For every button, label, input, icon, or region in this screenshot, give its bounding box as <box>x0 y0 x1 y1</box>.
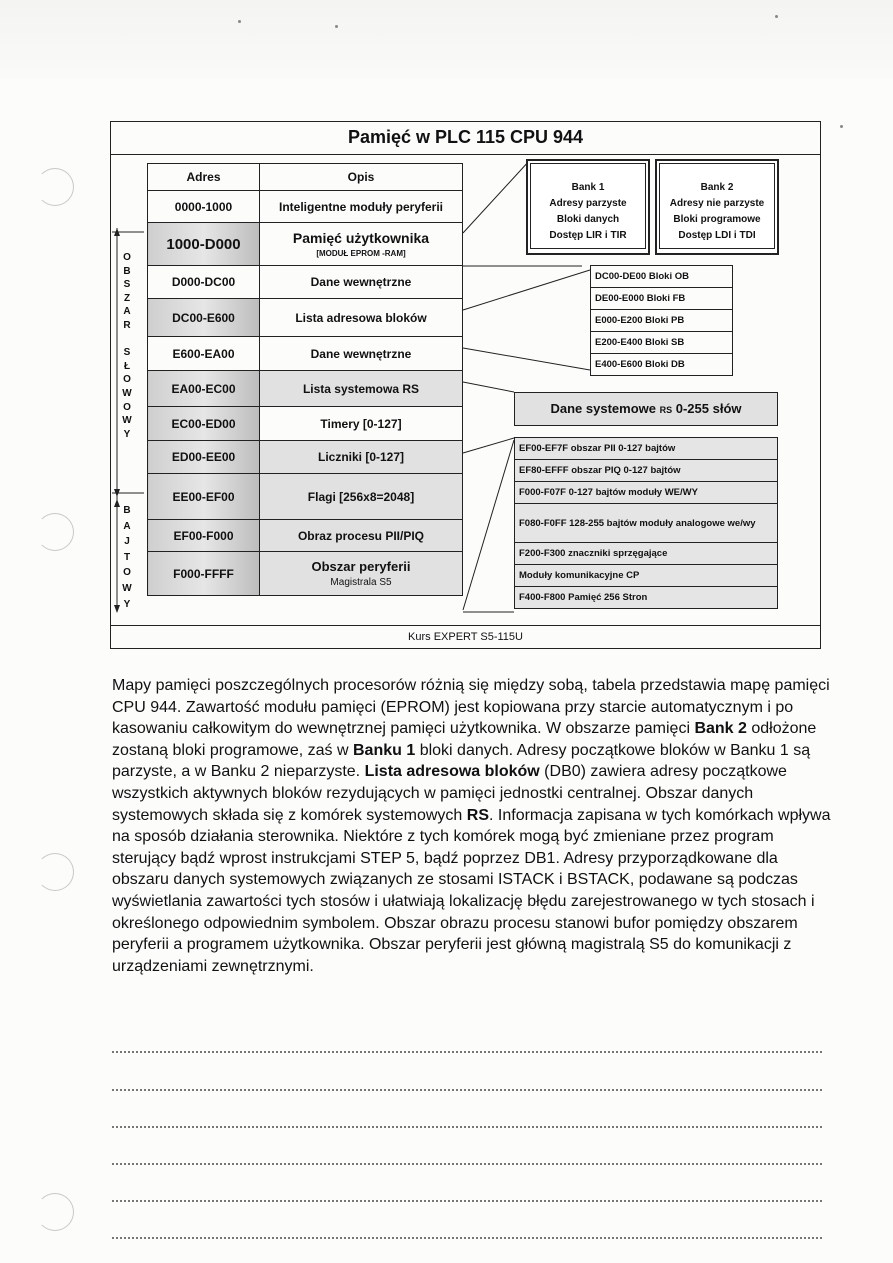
axis-letter: A <box>123 306 131 318</box>
paragraph-bold: Lista adresowa bloków <box>364 763 540 781</box>
periphery-item: F200-F300 znaczniki sprzęgające <box>515 543 778 565</box>
paragraph-text: . Informacja zapisana w tych komórkach wpływa na sposób działania sterownika. Niektóre z tych komórek mogą być zmieniane przez program sterujący bądź wprost instrukcjami STEP 5, bądź poprzez DB1. Adresy przyporządkowane dla obszaru danych systemowych związanych ze stosami ISTACK i BSTACK, podawane są podczas wyświetlania zawartości tych stosów i ułatwiają lokalizację błędu zarejestrowanego w tych stosach i określonego odpowiednim symbolem. Obszar obrazu procesu stanowi bufor pomiędzy obszarem peryferii a programem użytkownika. Obszar peryferii jest główną magistralą S5 do komunikacji z urządzeniami zewnętrznymi. <box>112 806 831 975</box>
row-description: Obraz procesu PII/PIQ <box>260 520 463 552</box>
block-list-item: DE00-E000 Bloki FB <box>591 288 733 310</box>
row-description: Dane wewnętrzne <box>260 266 463 299</box>
periphery-item: Moduły komunikacyjne CP <box>515 565 778 587</box>
bank2-line: Dostęp LDI i TDI <box>678 230 756 241</box>
row-address: F000-FFFF <box>148 552 260 596</box>
axis-letter: O <box>123 374 131 386</box>
periphery-item: F000-F07F 0-127 bajtów moduły WE/WY <box>515 482 778 504</box>
block-list-item: E000-E200 Bloki PB <box>591 310 733 332</box>
bank1-title: Bank 1 <box>571 182 605 193</box>
axis-gap <box>120 333 134 347</box>
system-data-rs: RS <box>659 405 673 415</box>
bank1-line: Dostęp LIR i TIR <box>549 230 627 241</box>
axis-letter: W <box>122 415 132 427</box>
punch-hole <box>36 853 74 891</box>
note-line <box>112 1049 822 1053</box>
bank1-line: Adresy parzyste <box>549 198 627 209</box>
axis-letter: Z <box>123 292 131 304</box>
bank2-box <box>655 159 779 255</box>
row-address: EC00-ED00 <box>148 407 260 441</box>
description-paragraph <box>112 675 832 977</box>
axis-letter: B <box>123 505 131 516</box>
memory-map-table <box>147 163 463 596</box>
row-description: Lista systemowa RS <box>260 371 463 407</box>
row-address: DC00-E600 <box>148 299 260 337</box>
axis-letter: Ł <box>123 360 131 372</box>
axis-letter: W <box>122 387 132 399</box>
row-description-note: [MODUŁ EPROM -RAM] <box>316 249 406 258</box>
address-header: Adres <box>148 164 260 191</box>
note-line <box>112 1161 822 1165</box>
block-address-list <box>590 265 733 376</box>
axis-letter: O <box>123 252 131 263</box>
row-description-note: Magistrala S5 <box>330 577 392 588</box>
punch-hole <box>36 1193 74 1231</box>
row-description-main: Obszar peryferii <box>311 559 411 574</box>
row-description <box>260 552 463 596</box>
diagram-footer: Kurs EXPERT S5-115U <box>111 625 820 648</box>
bank2-title: Bank 2 <box>700 182 734 193</box>
paragraph-bold: Banku 1 <box>353 741 416 759</box>
periphery-item: F400-F800 Pamięć 256 Stron <box>515 587 778 609</box>
row-address: EE00-EF00 <box>148 474 260 520</box>
row-description-main: Pamięć użytkownika <box>292 230 430 246</box>
diagram-title: Pamięć w PLC 115 CPU 944 <box>111 122 820 155</box>
row-address: EF00-F000 <box>148 520 260 552</box>
bank2-line: Adresy nie parzyste <box>669 198 765 209</box>
note-line <box>112 1124 822 1128</box>
axis-letter: W <box>122 582 132 594</box>
row-address: 0000-1000 <box>148 191 260 223</box>
note-line <box>112 1198 822 1202</box>
row-description: Inteligentne moduły peryferii <box>260 191 463 223</box>
paragraph-bold: Bank 2 <box>694 720 747 738</box>
periphery-item: EF00-EF7F obszar PII 0-127 bajtów <box>515 438 778 460</box>
axis-letter: J <box>124 536 130 548</box>
axis-letter: Y <box>123 428 131 440</box>
system-data-range: 0-255 słów <box>672 401 742 416</box>
row-description: Liczniki [0-127] <box>260 441 463 474</box>
row-address: D000-DC00 <box>148 266 260 299</box>
axis-letter: B <box>123 265 131 277</box>
row-description: Dane wewnętrzne <box>260 337 463 371</box>
axis-byte-area <box>120 503 134 612</box>
paragraph-text: bloki danych. Adresy początkowe bloków w Banku 1 są parzyste, a w Banku 2 nieparzyste. <box>112 741 811 781</box>
row-address: E600-EA00 <box>148 337 260 371</box>
periphery-item: EF80-EFFF obszar PIQ 0-127 bajtów <box>515 460 778 482</box>
note-line <box>112 1087 822 1091</box>
paragraph-text: (DB0) zawiera adresy początkowe wszystkich aktywnych bloków rezydujących w pamięci jednostki centralnej. Obszar danych systemowych składa się z komórek systemowych <box>112 763 787 824</box>
system-data-box <box>514 392 778 426</box>
bank1-line: Bloki danych <box>556 214 620 225</box>
axis-letter: O <box>123 401 131 413</box>
axis-letter: T <box>123 551 131 563</box>
axis-word-area <box>120 251 134 441</box>
axis-letter: R <box>123 319 131 331</box>
paragraph-text: odłożone zostaną bloki programowe, zaś w <box>112 720 817 759</box>
note-line <box>112 1235 822 1239</box>
axis-letter: S <box>123 279 131 291</box>
paragraph-text: Mapy pamięci poszczególnych procesorów różnią się między sobą, tabela przedstawia mapę pamięci CPU 944. Zawartość modułu pamięci (EPROM) jest kopiowana przy starcie automatycznym i po kasowaniu całkowitym do wewnętrznej pamięci użytkownika. W obszarze pamięci <box>112 677 830 738</box>
row-description: Timery [0-127] <box>260 407 463 441</box>
axis-letter: O <box>123 567 131 579</box>
block-list-item: E400-E600 Bloki DB <box>591 354 733 376</box>
row-address: ED00-EE00 <box>148 441 260 474</box>
row-description: Flagi [256x8=2048] <box>260 474 463 520</box>
description-header: Opis <box>260 164 463 191</box>
bank1-box <box>526 159 650 255</box>
row-address: EA00-EC00 <box>148 371 260 407</box>
block-list-item: E200-E400 Bloki SB <box>591 332 733 354</box>
system-data-main: Dane systemowe <box>550 401 660 416</box>
bank2-line: Bloki programowe <box>673 214 761 225</box>
axis-letter: S <box>123 347 131 359</box>
row-address: 1000-D000 <box>148 223 260 266</box>
axis-letter: A <box>123 520 131 532</box>
row-description: Lista adresowa bloków <box>260 299 463 337</box>
paragraph-bold: RS <box>466 806 490 824</box>
row-description <box>260 223 463 266</box>
periphery-list <box>514 437 778 609</box>
block-list-item: DC00-DE00 Bloki OB <box>591 266 733 288</box>
axis-letter: Y <box>123 598 131 610</box>
periphery-item: F080-F0FF 128-255 bajtów moduły analogowe we/wy <box>515 504 778 543</box>
